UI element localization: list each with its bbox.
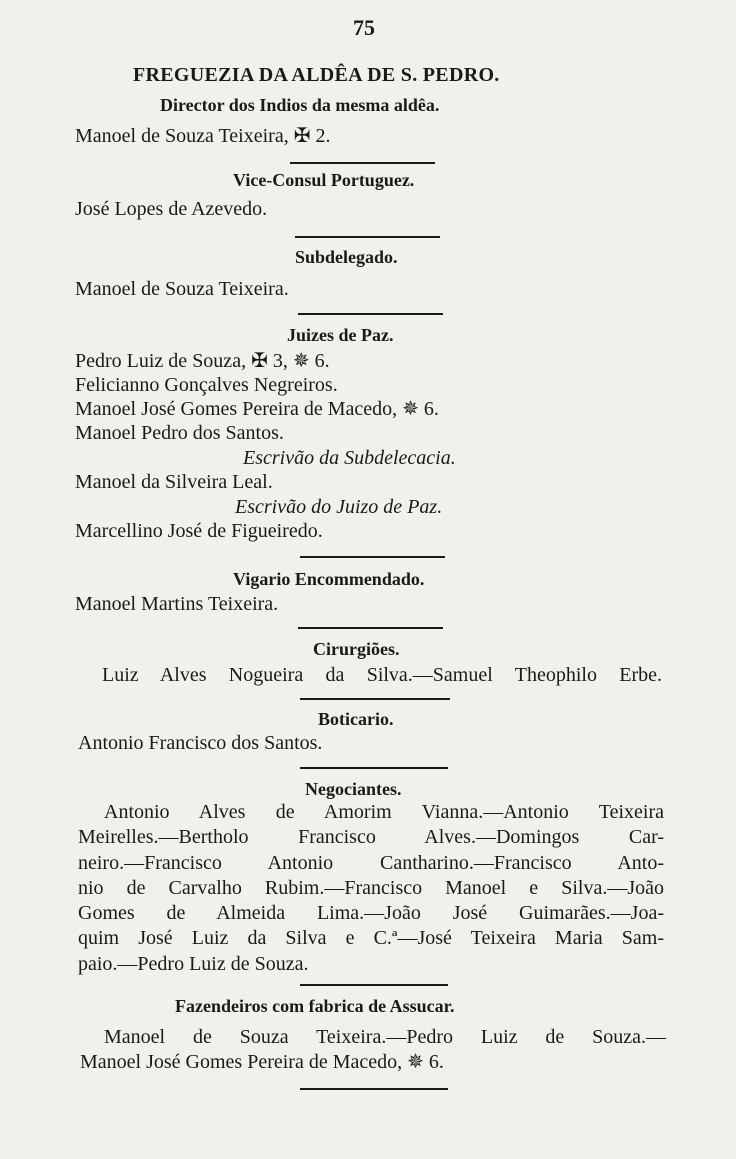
fazendeiros-paragraph bbox=[80, 1025, 666, 1076]
juizes-heading: Juizes de Paz. bbox=[287, 325, 394, 345]
divider bbox=[300, 984, 448, 986]
fazendeiros-heading: Fazendeiros com fabrica de Assucar. bbox=[175, 996, 455, 1016]
escrivao-subdelegacia-label: Escrivão da Subdelecacia. bbox=[243, 447, 456, 469]
escrivao-juizo-label: Escrivão do Juizo de Paz. bbox=[235, 496, 443, 518]
subdelegado-heading: Subdelegado. bbox=[295, 247, 398, 267]
boticario-entry: Antonio Francisco dos Santos. bbox=[78, 732, 323, 754]
divider bbox=[300, 698, 450, 700]
page-number: 75 bbox=[353, 15, 375, 40]
negociantes-line: quim José Luiz da Silva e C.ª—José Teixeira Maria Sam- bbox=[78, 927, 664, 950]
juiz-entry: Manoel José Gomes Pereira de Macedo, ✵ 6. bbox=[75, 398, 439, 420]
director-heading: Director dos Indios da mesma aldêa. bbox=[160, 95, 440, 115]
escrivao-subdelegacia-name: Manoel da Silveira Leal. bbox=[75, 471, 273, 493]
cirurgioes-entry: Luiz Alves Nogueira da Silva.—Samuel Theophilo Erbe. bbox=[102, 664, 662, 686]
divider bbox=[300, 1088, 448, 1090]
juiz-entry: Manoel Pedro dos Santos. bbox=[75, 422, 284, 444]
cirurgioes-heading: Cirurgiões. bbox=[313, 639, 400, 659]
divider bbox=[290, 162, 435, 164]
juiz-entry: Felicianno Gonçalves Negreiros. bbox=[75, 374, 338, 396]
divider bbox=[298, 313, 443, 315]
vice-consul-heading: Vice-Consul Portuguez. bbox=[233, 170, 415, 190]
negociantes-line: nio de Carvalho Rubim.—Francisco Manoel e Silva.—João bbox=[78, 876, 664, 899]
vigario-entry: Manoel Martins Teixeira. bbox=[75, 593, 279, 615]
divider bbox=[300, 556, 445, 558]
vigario-heading: Vigario Encommendado. bbox=[233, 569, 425, 589]
negociantes-line: paio.—Pedro Luiz de Souza. bbox=[78, 952, 309, 975]
juiz-entry: Pedro Luiz de Souza, ✠ 3, ✵ 6. bbox=[75, 350, 330, 372]
boticario-heading: Boticario. bbox=[318, 709, 394, 729]
fazendeiros-line: Manoel José Gomes Pereira de Macedo, ✵ 6. bbox=[80, 1051, 444, 1074]
page-title: FREGUEZIA DA ALDÊA DE S. PEDRO. bbox=[133, 64, 500, 86]
vice-consul-entry: José Lopes de Azevedo. bbox=[75, 198, 268, 220]
divider bbox=[300, 767, 448, 769]
negociantes-line: Antonio Alves de Amorim Vianna.—Antonio Teixeira bbox=[104, 801, 664, 823]
negociantes-paragraph bbox=[78, 800, 664, 977]
subdelegado-entry: Manoel de Souza Teixeira. bbox=[75, 278, 289, 300]
escrivao-juizo-name: Marcellino José de Figueiredo. bbox=[75, 520, 323, 542]
divider bbox=[295, 236, 440, 238]
director-entry: Manoel de Souza Teixeira, ✠ 2. bbox=[75, 125, 331, 147]
divider bbox=[298, 627, 443, 629]
fazendeiros-line: Manoel de Souza Teixeira.—Pedro Luiz de Souza.— bbox=[104, 1026, 666, 1048]
negociantes-heading: Negociantes. bbox=[305, 779, 402, 799]
negociantes-line: Gomes de Almeida Lima.—João José Guimarães.—Joa- bbox=[78, 902, 664, 925]
negociantes-line: Meirelles.—Bertholo Francisco Alves.—Domingos Car- bbox=[78, 826, 664, 849]
negociantes-line: neiro.—Francisco Antonio Cantharino.—Francisco Anto- bbox=[78, 851, 664, 874]
